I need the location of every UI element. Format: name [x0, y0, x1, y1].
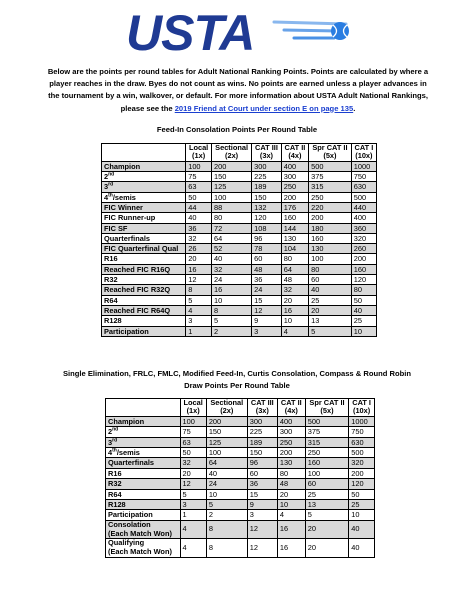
table-row: [106, 416, 375, 426]
points-cell: 9: [247, 500, 277, 510]
intro-paragraph: [44, 66, 432, 115]
points-cell: 24: [252, 285, 282, 295]
table-row: [102, 223, 377, 233]
column-header-multiplier: (2x): [225, 151, 239, 161]
row-label: R32: [102, 275, 186, 285]
column-header-multiplier: (4x): [284, 406, 298, 416]
points-cell: 440: [351, 203, 376, 213]
points-cell: 80: [351, 285, 376, 295]
column-header-label: Spr CAT II: [309, 398, 345, 407]
column-header: [106, 399, 181, 417]
column-header: [186, 144, 212, 162]
points-cell: 8: [206, 539, 247, 558]
points-cell: 132: [252, 203, 282, 213]
row-label: 2nd: [102, 172, 186, 182]
column-header: [247, 399, 277, 417]
column-header: [102, 144, 186, 162]
points-cell: 10: [206, 489, 247, 499]
column-header: [277, 399, 305, 417]
points-cell: 4: [180, 539, 206, 558]
points-cell: 200: [349, 468, 375, 478]
points-cell: 125: [206, 437, 247, 447]
feed-in-table-title: Feed-In Consolation Points Per Round Table: [156, 125, 318, 134]
column-header-multiplier: (2x): [220, 406, 234, 416]
points-cell: 16: [281, 305, 308, 315]
points-cell: 5: [212, 316, 252, 326]
column-header: [252, 144, 282, 162]
points-cell: 20: [305, 520, 348, 539]
points-cell: 130: [281, 233, 308, 243]
row-label: Quarterfinals: [102, 233, 186, 243]
points-cell: 150: [212, 172, 252, 182]
column-header-label: Local: [183, 398, 203, 407]
column-header-multiplier: (10x): [355, 151, 373, 161]
points-cell: 200: [212, 161, 252, 171]
points-cell: 50: [180, 448, 206, 458]
points-cell: 225: [247, 427, 277, 437]
points-cell: 32: [180, 458, 206, 468]
points-cell: 189: [252, 182, 282, 192]
table-row: [106, 458, 375, 468]
points-cell: 360: [351, 223, 376, 233]
row-label: FIC Quarterfinal Qual: [102, 244, 186, 254]
row-label: Consolation (Each Match Won): [106, 520, 181, 539]
points-cell: 4: [180, 520, 206, 539]
points-cell: 8: [186, 285, 212, 295]
column-header-label: Sectional: [215, 143, 249, 152]
points-cell: 15: [247, 489, 277, 499]
points-cell: 150: [252, 192, 282, 202]
points-cell: 24: [212, 275, 252, 285]
points-cell: 60: [309, 275, 352, 285]
column-header: [180, 399, 206, 417]
points-cell: 13: [309, 316, 352, 326]
points-cell: 12: [252, 305, 282, 315]
single-elim-table-title: Single Elimination, FRLC, FMLC, Modified Feed-In, Curtis Consolation, Compass & Round Robin Draw Points Per Round Table: [62, 369, 412, 390]
table-row: [102, 275, 377, 285]
points-cell: 375: [309, 172, 352, 182]
table-row: [102, 172, 377, 182]
table-row: [106, 448, 375, 458]
table-row: [106, 520, 375, 539]
points-cell: 48: [277, 479, 305, 489]
points-cell: 180: [309, 223, 352, 233]
column-header-multiplier: (1x): [186, 406, 200, 416]
points-cell: 3: [247, 510, 277, 520]
points-cell: 250: [309, 192, 352, 202]
points-cell: 5: [180, 489, 206, 499]
column-header-multiplier: (4x): [288, 151, 302, 161]
points-cell: 24: [206, 479, 247, 489]
column-header-label: CAT II: [280, 398, 302, 407]
points-cell: 60: [305, 479, 348, 489]
points-cell: 176: [281, 203, 308, 213]
points-cell: 80: [309, 264, 352, 274]
points-cell: 20: [186, 254, 212, 264]
friend-at-court-link[interactable]: 2019 Friend at Court under section E on page 135: [174, 103, 354, 113]
points-cell: 150: [247, 448, 277, 458]
points-cell: 96: [247, 458, 277, 468]
points-cell: 40: [349, 520, 375, 539]
points-cell: 5: [305, 510, 348, 520]
points-cell: 189: [247, 437, 277, 447]
table-row: [102, 161, 377, 171]
points-cell: 60: [252, 254, 282, 264]
points-cell: 3: [252, 326, 282, 336]
points-cell: 3: [180, 500, 206, 510]
row-label: R32: [106, 479, 181, 489]
row-label: R64: [106, 489, 181, 499]
column-header-multiplier: (3x): [255, 406, 269, 416]
points-cell: 80: [212, 213, 252, 223]
points-cell: 375: [305, 427, 348, 437]
points-cell: 60: [247, 468, 277, 478]
row-label: R64: [102, 295, 186, 305]
points-cell: 40: [309, 285, 352, 295]
points-cell: 144: [281, 223, 308, 233]
points-cell: 10: [349, 510, 375, 520]
points-cell: 120: [349, 479, 375, 489]
points-cell: 500: [305, 416, 348, 426]
points-cell: 48: [252, 264, 282, 274]
row-label: Participation: [106, 510, 181, 520]
points-cell: 80: [281, 254, 308, 264]
row-label: Participation: [102, 326, 186, 336]
points-cell: 9: [252, 316, 282, 326]
table-row: [102, 316, 377, 326]
usta-wordmark: USTA: [126, 8, 255, 56]
table-row: [106, 539, 375, 558]
row-label: Quarterfinals: [106, 458, 181, 468]
table-row: [102, 192, 377, 202]
column-header-multiplier: (3x): [259, 151, 274, 161]
points-cell: 20: [305, 539, 348, 558]
points-cell: 13: [305, 500, 348, 510]
row-label: R128: [102, 316, 186, 326]
points-cell: 5: [186, 295, 212, 305]
row-label: R16: [106, 468, 181, 478]
points-cell: 8: [212, 305, 252, 315]
points-cell: 200: [309, 213, 352, 223]
row-label: Qualifying (Each Match Won): [106, 539, 181, 558]
points-cell: 40: [212, 254, 252, 264]
points-cell: 10: [351, 326, 376, 336]
table-row: [102, 326, 377, 336]
points-cell: 160: [281, 213, 308, 223]
table-row: [106, 500, 375, 510]
points-cell: 48: [281, 275, 308, 285]
points-cell: 50: [349, 489, 375, 499]
points-cell: 100: [186, 161, 212, 171]
table-row: [106, 510, 375, 520]
points-cell: 8: [206, 520, 247, 539]
column-header-multiplier: (10x): [352, 406, 371, 416]
points-cell: 15: [252, 295, 282, 305]
table-row: [106, 479, 375, 489]
header-row: [102, 144, 377, 162]
points-cell: 4: [277, 510, 305, 520]
points-cell: 5: [206, 500, 247, 510]
table-row: [102, 264, 377, 274]
points-cell: 4: [281, 326, 308, 336]
points-cell: 1: [186, 326, 212, 336]
points-cell: 315: [309, 182, 352, 192]
points-cell: 130: [309, 244, 352, 254]
points-cell: 120: [252, 213, 282, 223]
points-cell: 130: [277, 458, 305, 468]
points-cell: 64: [281, 264, 308, 274]
points-cell: 160: [309, 233, 352, 243]
table-row: [106, 489, 375, 499]
points-cell: 500: [349, 448, 375, 458]
points-cell: 16: [277, 520, 305, 539]
points-cell: 104: [281, 244, 308, 254]
points-cell: 25: [351, 316, 376, 326]
points-cell: 125: [212, 182, 252, 192]
column-header: [206, 399, 247, 417]
usta-logo: [124, 8, 354, 56]
column-header-label: CAT III: [255, 143, 278, 152]
table-row: [102, 285, 377, 295]
column-header-label: CAT II: [284, 143, 306, 152]
points-cell: 12: [180, 479, 206, 489]
points-cell: 400: [277, 416, 305, 426]
points-cell: 64: [212, 233, 252, 243]
table-row: [102, 233, 377, 243]
points-cell: 1000: [351, 161, 376, 171]
column-header-label: CAT III: [250, 398, 274, 407]
points-cell: 200: [351, 254, 376, 264]
points-cell: 26: [186, 244, 212, 254]
points-cell: 16: [277, 539, 305, 558]
table-row: [106, 427, 375, 437]
points-cell: 108: [252, 223, 282, 233]
feed-in-points-table: [101, 143, 377, 337]
table-row: [102, 254, 377, 264]
points-cell: 32: [186, 233, 212, 243]
column-header-multiplier: (5x): [320, 406, 334, 416]
points-cell: 150: [206, 427, 247, 437]
points-cell: 72: [212, 223, 252, 233]
points-cell: 63: [186, 182, 212, 192]
points-cell: 44: [186, 203, 212, 213]
points-cell: 10: [281, 316, 308, 326]
points-cell: 75: [186, 172, 212, 182]
column-header-label: Sectional: [210, 398, 244, 407]
points-cell: 96: [252, 233, 282, 243]
points-cell: 20: [281, 295, 308, 305]
points-cell: 250: [277, 437, 305, 447]
table-row: [102, 203, 377, 213]
points-cell: 16: [212, 285, 252, 295]
points-cell: 40: [186, 213, 212, 223]
points-cell: 1000: [349, 416, 375, 426]
points-cell: 40: [349, 539, 375, 558]
points-cell: 12: [247, 539, 277, 558]
points-cell: 40: [351, 305, 376, 315]
column-header-multiplier: (5x): [323, 151, 337, 161]
column-header: [212, 144, 252, 162]
row-label: Reached FIC R32Q: [102, 285, 186, 295]
points-cell: 88: [212, 203, 252, 213]
points-cell: 36: [252, 275, 282, 285]
points-cell: 220: [309, 203, 352, 213]
points-cell: 4: [186, 305, 212, 315]
points-cell: 500: [309, 161, 352, 171]
row-label: R16: [102, 254, 186, 264]
column-header-label: CAT I: [352, 398, 371, 407]
points-cell: 260: [351, 244, 376, 254]
points-cell: 160: [351, 264, 376, 274]
row-label: Reached FIC R64Q: [102, 305, 186, 315]
points-cell: 32: [281, 285, 308, 295]
points-cell: 36: [247, 479, 277, 489]
points-cell: 2: [206, 510, 247, 520]
row-label: 3rd: [102, 182, 186, 192]
points-cell: 500: [351, 192, 376, 202]
points-cell: 750: [351, 172, 376, 182]
points-cell: 100: [212, 192, 252, 202]
row-label: 4th/semis: [106, 448, 181, 458]
points-cell: 300: [277, 427, 305, 437]
points-cell: 32: [212, 264, 252, 274]
points-cell: 100: [206, 448, 247, 458]
single-elim-points-table: [105, 398, 375, 558]
column-header-label: Local: [188, 143, 209, 152]
points-cell: 400: [281, 161, 308, 171]
row-label: Reached FIC R16Q: [102, 264, 186, 274]
points-cell: 320: [351, 233, 376, 243]
row-label: FIC SF: [102, 223, 186, 233]
points-cell: 200: [206, 416, 247, 426]
points-cell: 75: [180, 427, 206, 437]
column-header: [309, 144, 352, 162]
points-cell: 20: [277, 489, 305, 499]
points-cell: 12: [186, 275, 212, 285]
points-cell: 20: [309, 305, 352, 315]
points-cell: 52: [212, 244, 252, 254]
points-cell: 50: [186, 192, 212, 202]
row-label: Champion: [102, 161, 186, 171]
header-row: [106, 399, 375, 417]
intro-text: Below are the points per round tables for Adult National Ranking Points. Points are calculated by where a player reaches in the draw. Byes do not count as wins. No points are earned unless a player advances in the tournament by a win, walkover, or default. For more information about USTA Adult National Rankings, please see the: [47, 67, 429, 113]
points-cell: 25: [349, 500, 375, 510]
row-label: R128: [106, 500, 181, 510]
points-cell: 12: [247, 520, 277, 539]
column-header: [349, 399, 375, 417]
intro-end: .: [353, 103, 356, 113]
table-row: [102, 182, 377, 192]
table-row: [102, 305, 377, 315]
points-cell: 3: [186, 316, 212, 326]
points-cell: 80: [277, 468, 305, 478]
column-header-label: CAT I: [354, 143, 374, 152]
points-cell: 2: [212, 326, 252, 336]
points-cell: 160: [305, 458, 348, 468]
points-cell: 120: [351, 275, 376, 285]
column-header-multiplier: (1x): [192, 151, 206, 161]
points-cell: 300: [247, 416, 277, 426]
table-row: [102, 295, 377, 305]
points-cell: 320: [349, 458, 375, 468]
points-cell: 25: [305, 489, 348, 499]
points-cell: 36: [186, 223, 212, 233]
row-label: 4th/semis: [102, 192, 186, 202]
points-cell: 10: [212, 295, 252, 305]
points-cell: 78: [252, 244, 282, 254]
column-header: [351, 144, 376, 162]
points-cell: 250: [281, 182, 308, 192]
points-cell: 750: [349, 427, 375, 437]
row-label: 2nd: [106, 427, 181, 437]
points-cell: 225: [252, 172, 282, 182]
tennis-ball-icon: [274, 22, 349, 40]
row-label: Champion: [106, 416, 181, 426]
table-row: [102, 244, 377, 254]
points-cell: 25: [309, 295, 352, 305]
points-cell: 10: [277, 500, 305, 510]
table-row: [106, 437, 375, 447]
column-header: [281, 144, 308, 162]
points-cell: 630: [349, 437, 375, 447]
points-cell: 250: [305, 448, 348, 458]
column-header: [305, 399, 348, 417]
points-cell: 100: [305, 468, 348, 478]
points-cell: 16: [186, 264, 212, 274]
points-cell: 200: [277, 448, 305, 458]
points-cell: 200: [281, 192, 308, 202]
points-cell: 100: [309, 254, 352, 264]
points-cell: 300: [281, 172, 308, 182]
row-label: FIC Winner: [102, 203, 186, 213]
table-row: [106, 468, 375, 478]
points-cell: 50: [351, 295, 376, 305]
column-header-label: Spr CAT II: [312, 143, 348, 152]
points-cell: 1: [180, 510, 206, 520]
points-cell: 64: [206, 458, 247, 468]
points-cell: 300: [252, 161, 282, 171]
points-cell: 63: [180, 437, 206, 447]
points-cell: 315: [305, 437, 348, 447]
points-cell: 630: [351, 182, 376, 192]
row-label: FIC Runner-up: [102, 213, 186, 223]
table-row: [102, 213, 377, 223]
points-cell: 40: [206, 468, 247, 478]
points-cell: 5: [309, 326, 352, 336]
points-cell: 400: [351, 213, 376, 223]
points-cell: 20: [180, 468, 206, 478]
row-label: 3rd: [106, 437, 181, 447]
points-cell: 100: [180, 416, 206, 426]
